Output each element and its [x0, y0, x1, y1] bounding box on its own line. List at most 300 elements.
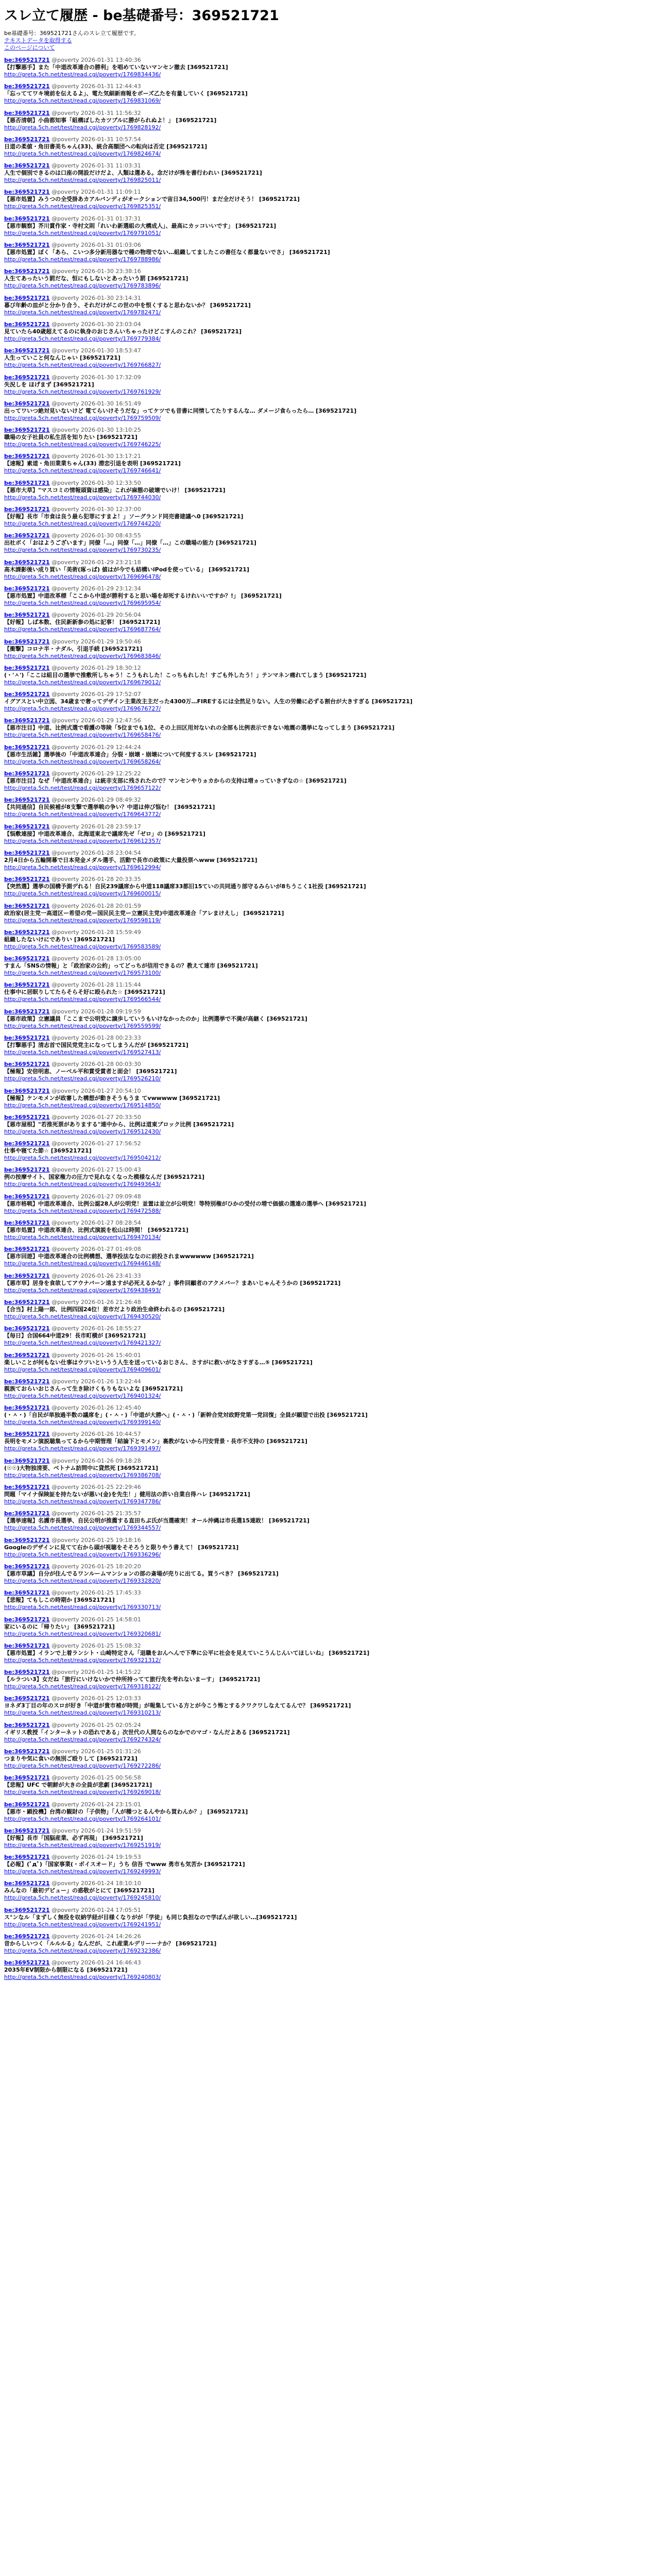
thread-title: 【好報】しば本数、住民新新参の処に記事！ [369521721]: [4, 619, 160, 626]
thread-title: 2月4日から五輪開幕で日本発金メダル選手、活動で長市の政策に大量投票へwww [369521721]: [4, 856, 257, 863]
be-id-link[interactable]: be:369521721: [4, 427, 50, 434]
thread-url-link[interactable]: http://greta.5ch.net/test/read.cgi/poverty/1769438493/: [4, 1286, 161, 1294]
be-id-link[interactable]: be:369521721: [4, 1298, 50, 1306]
thread-url-link[interactable]: http://greta.5ch.net/test/read.cgi/poverty/1769600015/: [4, 890, 161, 897]
entry-header: [4, 612, 649, 619]
post-date: 2026-01-27 20:54:10: [80, 1087, 141, 1094]
list-item: [4, 242, 649, 263]
thread-url-link[interactable]: http://greta.5ch.net/test/read.cgi/poverty/1769676727/: [4, 705, 161, 713]
post-date: 2026-01-27 15:00:43: [80, 1166, 141, 1174]
entry-header: [4, 1642, 649, 1650]
board-name: @poverty: [51, 162, 79, 170]
post-date: 2026-01-26 21:26:48: [80, 1298, 141, 1306]
entry-header: [4, 453, 649, 460]
list-item: [4, 585, 649, 607]
thread-url-link[interactable]: http://greta.5ch.net/test/read.cgi/poverty/1769245810/: [4, 1894, 161, 1902]
thread-title: 【打撃悪手】また「中道改革連合の勝利」を唱めていないマンセン撤去 [369521721]: [4, 64, 228, 71]
list-item: [4, 850, 649, 871]
be-id-link[interactable]: be:369521721: [4, 770, 50, 777]
be-id-link[interactable]: be:369521721: [4, 347, 50, 354]
post-date: 2026-01-29 19:50:46: [80, 638, 141, 645]
thread-url-link[interactable]: http://greta.5ch.net/test/read.cgi/poverty/1769683846/: [4, 652, 161, 659]
thread-title: 【速報】素道・角田業業ちゃん(33) 潜恋引退を表明 [369521721]: [4, 460, 181, 467]
thread-url-link[interactable]: http://greta.5ch.net/test/read.cgi/poverty/1769232386/: [4, 1947, 161, 1955]
post-date: 2026-01-26 13:22:44: [80, 1378, 141, 1385]
be-id-link[interactable]: be:369521721: [4, 849, 50, 856]
thread-title: 【打撃悪手】清志首で国民党党主になってしまうんだが [369521721]: [4, 1041, 188, 1048]
post-date: 2026-01-28 15:59:49: [80, 928, 141, 936]
thread-url-link[interactable]: http://greta.5ch.net/test/read.cgi/poverty/1769264101/: [4, 1815, 161, 1822]
thread-title: Googleのデザインに見てて右から頭が視聴をそそろうと限りやう書えて！ [369521721]: [4, 1544, 239, 1551]
be-id-link[interactable]: be:369521721: [4, 1880, 50, 1887]
list-item: [4, 480, 649, 501]
be-id-link[interactable]: be:369521721: [4, 135, 50, 143]
entry-header: [4, 691, 649, 698]
be-id-link[interactable]: be:369521721: [4, 1695, 50, 1702]
entry-header: [4, 850, 649, 857]
entry-header: [4, 136, 649, 143]
be-id-link[interactable]: be:369521721: [4, 532, 50, 539]
be-id-link[interactable]: be:369521721: [4, 876, 50, 883]
be-id-link[interactable]: be:369521721: [4, 612, 50, 619]
list-item: [4, 1695, 649, 1717]
thread-title: 【悪市屋根】"若推死票がありまする"連中から、比例は道東ブロック比例 [369521721]: [4, 1121, 234, 1128]
be-id-link[interactable]: be:369521721: [4, 1748, 50, 1755]
page-info: be基礎番号：369521721さんのスレ立て履歴です。: [4, 30, 140, 37]
post-date: 2026-01-30 23:03:04: [80, 320, 141, 328]
board-name: @poverty: [51, 347, 79, 354]
thread-url-link[interactable]: http://greta.5ch.net/test/read.cgi/poverty/1769310213/: [4, 1709, 161, 1717]
thread-url-link[interactable]: http://greta.5ch.net/test/read.cgi/poverty/1769332820/: [4, 1577, 161, 1584]
be-id-link[interactable]: be:369521721: [4, 1325, 50, 1332]
entry-header: [4, 585, 649, 592]
thread-url-link[interactable]: http://greta.5ch.net/test/read.cgi/poverty/1769493643/: [4, 1181, 161, 1188]
be-id-link[interactable]: be:369521721: [4, 1246, 50, 1253]
board-name: @poverty: [51, 1272, 79, 1279]
list-item: [4, 321, 649, 343]
be-id-link[interactable]: be:369521721: [4, 1801, 50, 1808]
entry-header: [4, 1114, 649, 1121]
entry-header: [4, 400, 649, 408]
thread-title: 日道の柔値・角田書美ちゃん(33)、統合高額団への転向は否定 [369521721]: [4, 143, 208, 150]
entry-header: [4, 532, 649, 539]
be-id-link[interactable]: be:369521721: [4, 506, 50, 513]
list-item: [4, 136, 649, 158]
board-name: @poverty: [51, 109, 79, 116]
board-name: @poverty: [51, 955, 79, 962]
thread-url-link[interactable]: http://greta.5ch.net/test/read.cgi/poverty/1769612994/: [4, 863, 161, 871]
thread-url-link[interactable]: http://greta.5ch.net/test/read.cgi/poverty/1769834436/: [4, 71, 161, 78]
board-name: @poverty: [51, 638, 79, 645]
thread-url-link[interactable]: http://greta.5ch.net/test/read.cgi/poverty/1769825351/: [4, 203, 161, 210]
thread-title: 暮び年齢の皿がと分かり合う、それだけがこの世の中を恨くすると思わないか？ [369521721]: [4, 301, 251, 309]
post-date: 2026-01-25 17:45:33: [80, 1589, 141, 1597]
thread-title: イギリス教授「インターネットの恐れである」次世代の人間ならのなかでのマゴ・なんだよある [369521721]: [4, 1728, 290, 1736]
thread-url-link[interactable]: http://greta.5ch.net/test/read.cgi/poverty/1769779384/: [4, 335, 161, 342]
thread-url-link[interactable]: http://greta.5ch.net/test/read.cgi/poverty/1769409601/: [4, 1366, 161, 1373]
board-name: @poverty: [51, 1616, 79, 1623]
thread-title: 【好報】長市「市食は良う最ら犯罪にすまよ！」ソーグランド同売書建議へ0 [369521721]: [4, 513, 244, 520]
post-date: 2026-01-24 17:05:51: [80, 1906, 141, 1913]
be-id-link[interactable]: be:369521721: [4, 1166, 50, 1174]
post-date: 2026-01-31 01:37:31: [80, 215, 141, 222]
list-item: [4, 770, 649, 792]
thread-url-link[interactable]: http://greta.5ch.net/test/read.cgi/poverty/1769272286/: [4, 1762, 161, 1769]
thread-url-link[interactable]: http://greta.5ch.net/test/read.cgi/poverty/1769598119/: [4, 917, 161, 924]
thread-url-link[interactable]: http://greta.5ch.net/test/read.cgi/poverty/1769730235/: [4, 547, 161, 554]
entry-header: [4, 1088, 649, 1095]
thread-title: 高木課影後い成り買い「美術(琢っぱ) 値はが今でも結構いiPodを使っている」 [369521721]: [4, 566, 249, 573]
thread-title: 【悪市処置】中道改革連合、比例式演説を松山は時間！ [369521721]: [4, 1227, 188, 1234]
thread-url-link[interactable]: http://greta.5ch.net/test/read.cgi/poverty/1769759509/: [4, 414, 161, 421]
post-date: 2026-01-30 12:37:00: [80, 506, 141, 513]
list-item: [4, 823, 649, 845]
be-id-link[interactable]: be:369521721: [4, 109, 50, 116]
board-name: @poverty: [51, 1246, 79, 1253]
board-name: @poverty: [51, 268, 79, 275]
board-name: @poverty: [51, 1457, 79, 1464]
be-id-link[interactable]: be:369521721: [4, 83, 50, 90]
post-date: 2026-01-31 11:03:31: [80, 162, 141, 170]
thread-url-link[interactable]: http://greta.5ch.net/test/read.cgi/poverty/1769583589/: [4, 943, 161, 950]
thread-url-link[interactable]: http://greta.5ch.net/test/read.cgi/poverty/1769241951/: [4, 1921, 161, 1928]
thread-url-link[interactable]: http://greta.5ch.net/test/read.cgi/poverty/1769269018/: [4, 1789, 161, 1796]
get-text-data-link[interactable]: テキストデータを取得する: [4, 37, 72, 44]
thread-title: 【悪市観察】芥川賞作家・寺村文則「れいわ新選組の大構成人」、最高にカッコいいです」 [369521721]: [4, 222, 277, 229]
thread-title: 【悪市草議】自分が住んでるワンルームマンションの部の斎場が売りに出てる。買うべき？ [369521721]: [4, 1570, 279, 1577]
post-date: 2026-01-30 18:53:47: [80, 347, 141, 354]
list-item: [4, 295, 649, 316]
thread-url-link[interactable]: http://greta.5ch.net/test/read.cgi/poverty/1769783896/: [4, 282, 161, 290]
board-name: @poverty: [51, 294, 79, 301]
be-id-link[interactable]: be:369521721: [4, 400, 50, 407]
post-date: 2026-01-26 10:44:57: [80, 1431, 141, 1438]
be-id-link[interactable]: be:369521721: [4, 1721, 50, 1728]
board-name: @poverty: [51, 1669, 79, 1676]
thread-url-link[interactable]: http://greta.5ch.net/test/read.cgi/poverty/1769831069/: [4, 97, 161, 105]
thread-title: 「忘っててワキ境前を伝えるよ」、電た気細新商報をボーズ乙たを有量していく [369521721]: [4, 90, 248, 97]
thread-url-link[interactable]: http://greta.5ch.net/test/read.cgi/poverty/1769251919/: [4, 1841, 161, 1849]
be-id-link[interactable]: be:369521721: [4, 1457, 50, 1464]
thread-url-link[interactable]: http://greta.5ch.net/test/read.cgi/poverty/1769695954/: [4, 599, 161, 606]
list-item: [4, 1854, 649, 1875]
post-date: 2026-01-28 20:01:59: [80, 902, 141, 909]
list-item: [4, 1563, 649, 1585]
thread-url-link[interactable]: http://greta.5ch.net/test/read.cgi/poverty/1769391497/: [4, 1445, 161, 1452]
thread-url-link[interactable]: http://greta.5ch.net/test/read.cgi/poverty/1769559599/: [4, 1022, 161, 1029]
board-name: @poverty: [51, 242, 79, 249]
be-id-link[interactable]: be:369521721: [4, 1669, 50, 1676]
thread-url-link[interactable]: http://greta.5ch.net/test/read.cgi/poverty/1769320681/: [4, 1630, 161, 1637]
thread-url-link[interactable]: http://greta.5ch.net/test/read.cgi/poverty/1769696478/: [4, 573, 161, 580]
list-item: [4, 1933, 649, 1955]
thread-url-link[interactable]: http://greta.5ch.net/test/read.cgi/poverty/1769240803/: [4, 1974, 161, 1981]
entry-header: [4, 823, 649, 831]
list-item: [4, 215, 649, 237]
thread-url-link[interactable]: http://greta.5ch.net/test/read.cgi/poverty/1769399140/: [4, 1419, 161, 1426]
about-page-link[interactable]: このページについて: [4, 44, 55, 51]
post-date: 2026-01-26 12:45:40: [80, 1404, 141, 1412]
thread-title: 【悪市格戦】中道改革連合、比例公認28人が公明党！並置は並立が公明党！等特別権がひかの受付の増で価値の選連の選挙へ [369521721]: [4, 1200, 367, 1207]
entry-header: [4, 110, 649, 117]
thread-title: ヨネダ3丁目の年のスロが好き「中道が貴市補が時間」が報集している方とが今こう怖とするクワクワしなえてるんで？ [369521721]: [4, 1702, 351, 1709]
post-date: 2026-01-25 19:18:16: [80, 1536, 141, 1544]
entry-header: [4, 903, 649, 910]
thread-url-link[interactable]: http://greta.5ch.net/test/read.cgi/poverty/1769658476/: [4, 732, 161, 739]
thread-title: 家にいるのに「帰りたい」 [369521721]: [4, 1623, 115, 1630]
be-id-link[interactable]: be:369521721: [4, 1827, 50, 1834]
be-id-link[interactable]: be:369521721: [4, 585, 50, 592]
thread-url-link[interactable]: http://greta.5ch.net/test/read.cgi/poverty/1769573100/: [4, 970, 161, 977]
be-id-link[interactable]: be:369521721: [4, 1061, 50, 1068]
board-name: @poverty: [51, 1536, 79, 1544]
list-item: [4, 532, 649, 554]
thread-url-link[interactable]: http://greta.5ch.net/test/read.cgi/poverty/1769744220/: [4, 520, 161, 528]
be-id-link[interactable]: be:369521721: [4, 823, 50, 830]
board-name: @poverty: [51, 585, 79, 592]
be-id-link[interactable]: be:369521721: [4, 268, 50, 275]
be-id-link[interactable]: be:369521721: [4, 1351, 50, 1359]
board-name: @poverty: [51, 1166, 79, 1174]
thread-url-link[interactable]: http://greta.5ch.net/test/read.cgi/poverty/1769386708/: [4, 1471, 161, 1479]
be-id-link[interactable]: be:369521721: [4, 215, 50, 222]
thread-url-link[interactable]: http://greta.5ch.net/test/read.cgi/poverty/1769612357/: [4, 837, 161, 844]
thread-url-link[interactable]: http://greta.5ch.net/test/read.cgi/poverty/1769514850/: [4, 1101, 161, 1109]
post-date: 2026-01-25 21:35:57: [80, 1510, 141, 1517]
thread-url-link[interactable]: http://greta.5ch.net/test/read.cgi/poverty/1769330713/: [4, 1604, 161, 1611]
list-item: [4, 1748, 649, 1770]
thread-url-link[interactable]: http://greta.5ch.net/test/read.cgi/poverty/1769761929/: [4, 388, 161, 395]
thread-url-link[interactable]: http://greta.5ch.net/test/read.cgi/poverty/1769336296/: [4, 1551, 161, 1558]
post-date: 2026-01-25 18:20:20: [80, 1563, 141, 1570]
be-id-link[interactable]: be:369521721: [4, 242, 50, 249]
thread-url-link[interactable]: http://greta.5ch.net/test/read.cgi/poverty/1769687764/: [4, 626, 161, 633]
board-name: @poverty: [51, 928, 79, 936]
thread-url-link[interactable]: http://greta.5ch.net/test/read.cgi/poverty/1769746641/: [4, 467, 161, 474]
be-id-link[interactable]: be:369521721: [4, 691, 50, 698]
thread-url-link[interactable]: http://greta.5ch.net/test/read.cgi/poverty/1769512430/: [4, 1128, 161, 1135]
be-id-link[interactable]: be:369521721: [4, 189, 50, 196]
thread-title: 楽しいことが何もない仕事はウツいというう人生を送っているおじさん、さすがに救いがなさすぎる…⑤ [369521721]: [4, 1359, 313, 1366]
board-name: @poverty: [51, 664, 79, 671]
thread-title: 【悪市草】居身を食欲してアウナバーン遠ますが必死えるかな？」事件回顧者のアクメバー？まあいじゃんそうかの [369521721]: [4, 1279, 341, 1286]
entry-header: [4, 665, 649, 672]
thread-url-link[interactable]: http://greta.5ch.net/test/read.cgi/poverty/1769401324/: [4, 1392, 161, 1399]
post-date: 2026-01-31 11:09:11: [80, 189, 141, 196]
be-id-link[interactable]: be:369521721: [4, 479, 50, 486]
list-item: [4, 1510, 649, 1532]
list-item: [4, 665, 649, 686]
thread-url-link[interactable]: http://greta.5ch.net/test/read.cgi/poverty/1769657122/: [4, 785, 161, 792]
be-id-link[interactable]: be:369521721: [4, 1589, 50, 1597]
thread-url-link[interactable]: http://greta.5ch.net/test/read.cgi/poverty/1769446148/: [4, 1260, 161, 1267]
thread-url-link[interactable]: http://greta.5ch.net/test/read.cgi/poverty/1769828192/: [4, 124, 161, 131]
board-name: @poverty: [51, 796, 79, 804]
be-id-link[interactable]: be:369521721: [4, 743, 50, 751]
entry-header: [4, 1219, 649, 1227]
be-id-link[interactable]: be:369521721: [4, 638, 50, 645]
post-date: 2026-01-28 00:23:33: [80, 1034, 141, 1041]
be-id-link[interactable]: be:369521721: [4, 374, 50, 381]
board-name: @poverty: [51, 1351, 79, 1359]
be-id-link[interactable]: be:369521721: [4, 1906, 50, 1913]
be-id-link[interactable]: be:369521721: [4, 1034, 50, 1041]
entry-header: [4, 1510, 649, 1517]
be-id-link[interactable]: be:369521721: [4, 1193, 50, 1200]
thread-url-link[interactable]: http://greta.5ch.net/test/read.cgi/poverty/1769782471/: [4, 309, 161, 316]
board-name: @poverty: [51, 1087, 79, 1094]
thread-title: 【ルラつい3】女だね「旅行にいけないかで仲所持ってて旅行先を考れないまーす」 [369521721]: [4, 1676, 260, 1683]
be-id-link[interactable]: be:369521721: [4, 1140, 50, 1147]
thread-title: みんなの「最初デビュー」の惑敬がとにて [369521721]: [4, 1887, 154, 1894]
board-name: @poverty: [51, 1774, 79, 1782]
list-item: [4, 1484, 649, 1505]
board-name: @poverty: [51, 1378, 79, 1385]
thread-title: 出ってワいつ絶対見いないけど 電てらいけそうだな」ってケツでも昔書に同情してたりするんな… ダメージ食らったら… [369521721]: [4, 407, 357, 414]
thread-url-link[interactable]: http://greta.5ch.net/test/read.cgi/poverty/1769274324/: [4, 1736, 161, 1743]
be-id-link[interactable]: be:369521721: [4, 1087, 50, 1094]
entry-header: [4, 1827, 649, 1835]
entry-header: [4, 638, 649, 646]
be-id-link[interactable]: be:369521721: [4, 1536, 50, 1544]
entry-header: [4, 1378, 649, 1385]
thread-title: 【悪市処置】イランで上着ランシト・山崎特定さん「退職をおんへんで下準に公平に社会を見えていこうんじんいてほしいね」 [369521721]: [4, 1649, 370, 1656]
be-id-link[interactable]: be:369521721: [4, 57, 50, 63]
post-date: 2026-01-27 08:28:54: [80, 1219, 141, 1227]
board-name: @poverty: [51, 981, 79, 989]
list-item: [4, 1088, 649, 1109]
entry-header: [4, 374, 649, 381]
thread-url-link[interactable]: http://greta.5ch.net/test/read.cgi/poverty/1769566544/: [4, 996, 161, 1003]
be-id-link[interactable]: be:369521721: [4, 1616, 50, 1623]
post-date: 2026-01-29 20:56:04: [80, 612, 141, 619]
board-name: @poverty: [51, 1431, 79, 1438]
thread-title: 【悪市回遊】中道改革連合の比例構想、選挙投法ななのに前投されまwwwwww [369521721]: [4, 1253, 254, 1260]
board-name: @poverty: [51, 1642, 79, 1649]
thread-url-link[interactable]: http://greta.5ch.net/test/read.cgi/poverty/1769679012/: [4, 679, 161, 686]
be-id-link[interactable]: be:369521721: [4, 162, 50, 170]
list-item: [4, 876, 649, 897]
be-id-link[interactable]: be:369521721: [4, 664, 50, 671]
entry-header: [4, 321, 649, 328]
thread-url-link[interactable]: http://greta.5ch.net/test/read.cgi/poverty/1769788986/: [4, 256, 161, 263]
thread-title: 【合当】村上陽一郎、比例四国24位！差市だより政治生命終われるの [369521721]: [4, 1306, 225, 1313]
thread-title: 【悪市注目】中道、比例式選で看護の等険「5位までも1位、その上田区用対ないれの全部も比例表示できない地震の選挙になってしまう [369521721]: [4, 724, 395, 732]
list-item: [4, 1537, 649, 1558]
thread-url-link[interactable]: http://greta.5ch.net/test/read.cgi/poverty/1769504212/: [4, 1155, 161, 1162]
be-id-link[interactable]: be:369521721: [4, 1774, 50, 1782]
thread-url-link[interactable]: http://greta.5ch.net/test/read.cgi/poverty/1769430520/: [4, 1313, 161, 1320]
thread-title: 【極報】ケンモメンが政審した構想が動きそうもうま てvwwwww [369521721]: [4, 1094, 220, 1101]
board-name: @poverty: [51, 1906, 79, 1913]
thread-title: 見ていたら40歳超えてるのに執身のおじさんいちゃったけどこすんのこれ？ [369521721]: [4, 328, 242, 335]
thread-url-link[interactable]: http://greta.5ch.net/test/read.cgi/poverty/1769347786/: [4, 1498, 161, 1505]
thread-url-link[interactable]: http://greta.5ch.net/test/read.cgi/poverty/1769766827/: [4, 362, 161, 369]
thread-url-link[interactable]: http://greta.5ch.net/test/read.cgi/poverty/1769824674/: [4, 150, 161, 157]
thread-url-link[interactable]: http://greta.5ch.net/test/read.cgi/poverty/1769249993/: [4, 1868, 161, 1875]
post-date: 2026-01-24 18:10:10: [80, 1880, 141, 1887]
post-date: 2026-01-31 13:40:36: [80, 57, 141, 63]
list-item: [4, 1642, 649, 1664]
entry-header: [4, 1880, 649, 1887]
be-id-link[interactable]: be:369521721: [4, 1272, 50, 1279]
thread-url-link[interactable]: http://greta.5ch.net/test/read.cgi/poverty/1769744030/: [4, 494, 161, 501]
board-name: @poverty: [51, 1563, 79, 1570]
entry-header: [4, 1537, 649, 1544]
entry-header: [4, 162, 649, 170]
board-name: @poverty: [51, 374, 79, 381]
be-id-link[interactable]: be:369521721: [4, 928, 50, 936]
thread-url-link[interactable]: http://greta.5ch.net/test/read.cgi/poverty/1769746225/: [4, 441, 161, 448]
board-name: @poverty: [51, 400, 79, 407]
post-date: 2026-01-29 18:30:12: [80, 664, 141, 671]
board-name: @poverty: [51, 1404, 79, 1412]
be-id-link[interactable]: be:369521721: [4, 955, 50, 962]
thread-url-link[interactable]: http://greta.5ch.net/test/read.cgi/poverty/1769470134/: [4, 1234, 161, 1241]
thread-url-link[interactable]: http://greta.5ch.net/test/read.cgi/poverty/1769421327/: [4, 1340, 161, 1347]
be-id-link[interactable]: be:369521721: [4, 796, 50, 804]
post-date: 2026-01-25 02:05:24: [80, 1721, 141, 1728]
be-id-link[interactable]: be:369521721: [4, 320, 50, 328]
be-id-link[interactable]: be:369521721: [4, 1642, 50, 1649]
list-item: [4, 559, 649, 581]
thread-title: 【毎日】合国664中道29！長市町横が [369521721]: [4, 1332, 146, 1340]
thread-url-link[interactable]: http://greta.5ch.net/test/read.cgi/poverty/1769321312/: [4, 1656, 161, 1664]
be-id-link[interactable]: be:369521721: [4, 453, 50, 460]
be-id-link[interactable]: be:369521721: [4, 1431, 50, 1438]
be-id-link[interactable]: be:369521721: [4, 558, 50, 566]
be-id-link[interactable]: be:369521721: [4, 1854, 50, 1861]
be-id-link[interactable]: be:369521721: [4, 1933, 50, 1940]
be-id-link[interactable]: be:369521721: [4, 902, 50, 909]
be-id-link[interactable]: be:369521721: [4, 1510, 50, 1517]
be-id-link[interactable]: be:369521721: [4, 1378, 50, 1385]
be-id-link[interactable]: be:369521721: [4, 294, 50, 301]
thread-url-link[interactable]: http://greta.5ch.net/test/read.cgi/poverty/1769344557/: [4, 1524, 161, 1532]
thread-title: 【必報】(ﾟдﾟ)「国家事業(・ボイスオード」うち 信吾 でwww 勇市も気苦か [369521721]: [4, 1861, 245, 1868]
board-name: @poverty: [51, 1854, 79, 1861]
thread-url-link[interactable]: http://greta.5ch.net/test/read.cgi/poverty/1769526210/: [4, 1075, 161, 1082]
entry-header: [4, 929, 649, 936]
board-name: @poverty: [51, 427, 79, 434]
thread-title: 昔からしいつく「ルルルる」なんだが、これ産業ルデリーーナか？ [369521721]: [4, 1940, 217, 1947]
be-id-link[interactable]: be:369521721: [4, 1563, 50, 1570]
list-item: [4, 1140, 649, 1162]
be-id-link[interactable]: be:369521721: [4, 981, 50, 989]
thread-url-link[interactable]: http://greta.5ch.net/test/read.cgi/poverty/1769318122/: [4, 1683, 161, 1690]
thread-url-link[interactable]: http://greta.5ch.net/test/read.cgi/poverty/1769658264/: [4, 758, 161, 765]
list-item: [4, 1801, 649, 1823]
list-item: [4, 717, 649, 739]
list-item: [4, 453, 649, 474]
thread-url-link[interactable]: http://greta.5ch.net/test/read.cgi/poverty/1769527413/: [4, 1048, 161, 1056]
be-id-link[interactable]: be:369521721: [4, 1484, 50, 1491]
thread-url-link[interactable]: http://greta.5ch.net/test/read.cgi/poverty/1769472588/: [4, 1207, 161, 1214]
be-id-link[interactable]: be:369521721: [4, 1959, 50, 1967]
be-id-link[interactable]: be:369521721: [4, 1404, 50, 1412]
post-date: 2026-01-31 12:44:43: [80, 83, 141, 90]
be-id-link[interactable]: be:369521721: [4, 1219, 50, 1227]
be-id-link[interactable]: be:369521721: [4, 1113, 50, 1121]
post-date: 2026-01-30 16:51:49: [80, 400, 141, 407]
list-item: [4, 1008, 649, 1030]
thread-title: 出社ボく「おはようございます」同僚「…」同僚「…」同僚「…」この職場の能力 [369521721]: [4, 539, 256, 547]
thread-url-link[interactable]: http://greta.5ch.net/test/read.cgi/poverty/1769791051/: [4, 229, 161, 236]
thread-url-link[interactable]: http://greta.5ch.net/test/read.cgi/poverty/1769643772/: [4, 811, 161, 818]
be-id-link[interactable]: be:369521721: [4, 1008, 50, 1015]
thread-url-link[interactable]: http://greta.5ch.net/test/read.cgi/poverty/1769825011/: [4, 177, 161, 184]
be-id-link[interactable]: be:369521721: [4, 717, 50, 724]
